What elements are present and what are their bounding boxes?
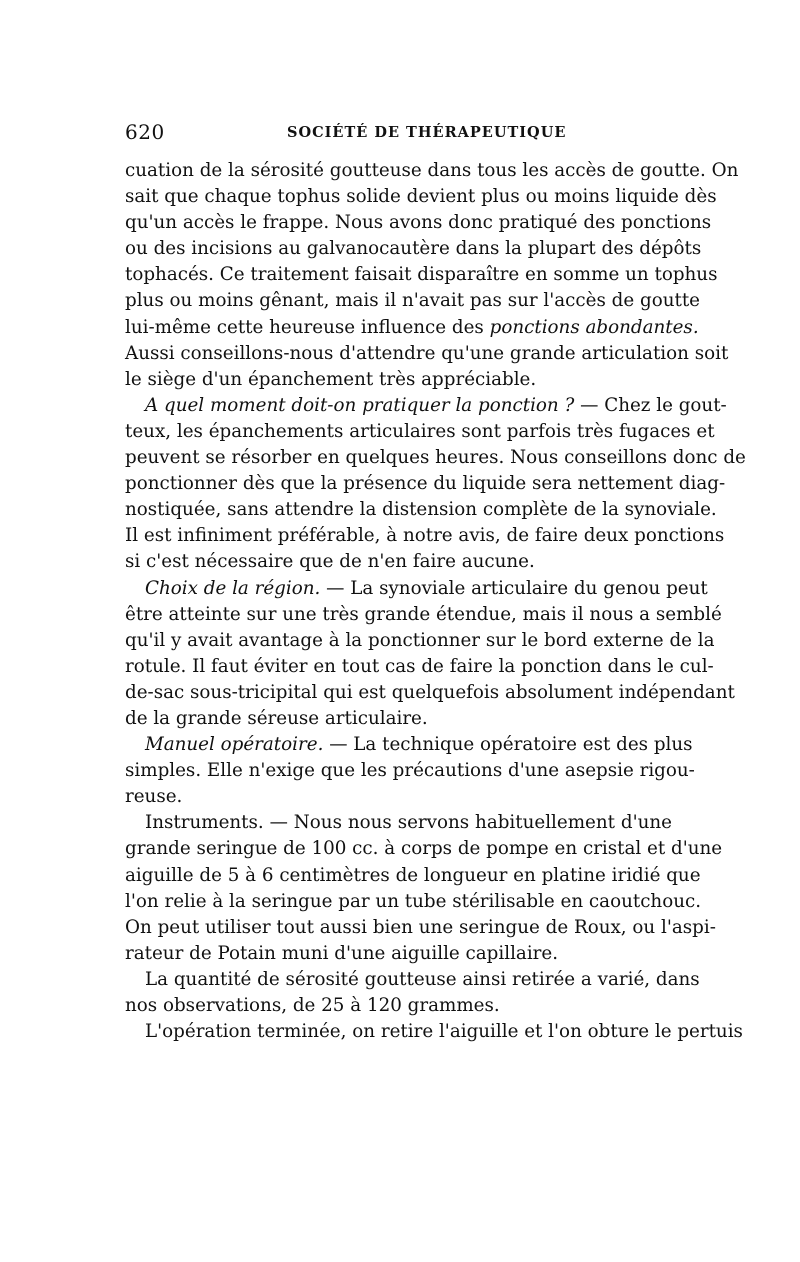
- text-line: tophacés. Ce traitement faisait disparaître en somme un tophus: [125, 264, 718, 286]
- text-line: de-sac sous-tricipital qui est quelquefois absolument indépendant: [125, 681, 735, 703]
- text-line: [125, 732, 693, 758]
- text-run: — Chez le gout-: [574, 394, 727, 416]
- text-line: peuvent se résorber en quelques heures. Nous conseillons donc de: [125, 447, 746, 469]
- text-line: [125, 810, 672, 836]
- italic-phrase: ponctions abondantes.: [489, 316, 699, 338]
- text-line: ponctionner dès que la présence du liquide sera nettement diag-: [125, 473, 726, 495]
- section-heading: Manuel opératoire.: [145, 734, 324, 756]
- body-text: [125, 158, 746, 1045]
- page-header: [125, 120, 672, 146]
- section-heading: Instruments.: [145, 812, 264, 834]
- text-line: l'on relie à la seringue par un tube stérilisable en caoutchouc.: [125, 890, 702, 912]
- text-line: rotule. Il faut éviter en tout cas de faire la ponction dans le cul-: [125, 655, 714, 677]
- text-line: cuation de la sérosité goutteuse dans tous les accès de goutte. On: [125, 160, 739, 181]
- text-line: ou des incisions au galvanocautère dans la plupart des dépôts: [125, 238, 702, 260]
- text-line: simples. Elle n'exige que les précautions d'une asepsie rigou-: [125, 760, 695, 782]
- text-line: Aussi conseillons-nous d'attendre qu'une grande articulation soit: [125, 342, 729, 364]
- text-line: être atteinte sur une très grande étendue, mais il nous a semblé: [125, 603, 722, 625]
- running-head: SOCIÉTÉ DE THÉRAPEUTIQUE: [287, 124, 567, 141]
- text-line: teux, les épanchements articulaires sont parfois très fugaces et: [125, 420, 715, 442]
- text-line: Il est infiniment préférable, à notre avis, de faire deux ponctions: [125, 525, 725, 547]
- section-heading: Choix de la région.: [145, 577, 321, 599]
- text-run: — La synoviale articulaire du genou peut: [320, 577, 708, 599]
- page-number: 620: [125, 120, 165, 144]
- text-run: — La technique opératoire est des plus: [323, 734, 693, 756]
- text-line: [125, 393, 727, 419]
- text-run: lui-même cette heureuse influence des: [125, 316, 484, 338]
- text-line: sait que chaque tophus solide devient plus ou moins liquide dès: [125, 186, 717, 208]
- text-line: qu'un accès le frappe. Nous avons donc pratiqué des ponctions: [125, 212, 712, 234]
- text-line: L'opération terminée, on retire l'aiguille et l'on obture le pertuis: [145, 1021, 743, 1043]
- text-line: de la grande séreuse articulaire.: [125, 707, 428, 729]
- text-line: qu'il y avait avantage à la ponctionner sur le bord externe de la: [125, 629, 715, 651]
- text-line: On peut utiliser tout aussi bien une seringue de Roux, ou l'aspi-: [125, 916, 716, 938]
- text-line: [125, 576, 708, 602]
- text-line: nos observations, de 25 à 120 grammes.: [125, 995, 500, 1016]
- text-run: — Nous nous servons habituellement d'une: [263, 812, 672, 834]
- text-line: grande seringue de 100 cc. à corps de pompe en cristal et d'une: [125, 838, 723, 860]
- text-line: rateur de Potain muni d'une aiguille capillaire.: [125, 942, 559, 964]
- text-line: nostiquée, sans attendre la distension complète de la synoviale.: [125, 499, 717, 521]
- text-line: aiguille de 5 à 6 centimètres de longueur en platine iridié que: [125, 864, 701, 886]
- text-line: La quantité de sérosité goutteuse ainsi retirée a varié, dans: [145, 968, 700, 990]
- section-heading: A quel moment doit-on pratiquer la ponction ?: [145, 394, 575, 416]
- text-line: le siège d'un épanchement très appréciable.: [125, 368, 537, 390]
- text-line: [125, 315, 699, 341]
- text-line: reuse.: [125, 786, 183, 808]
- text-line: si c'est nécessaire que de n'en faire aucune.: [125, 551, 535, 573]
- text-line: plus ou moins gênant, mais il n'avait pas sur l'accès de goutte: [125, 290, 700, 312]
